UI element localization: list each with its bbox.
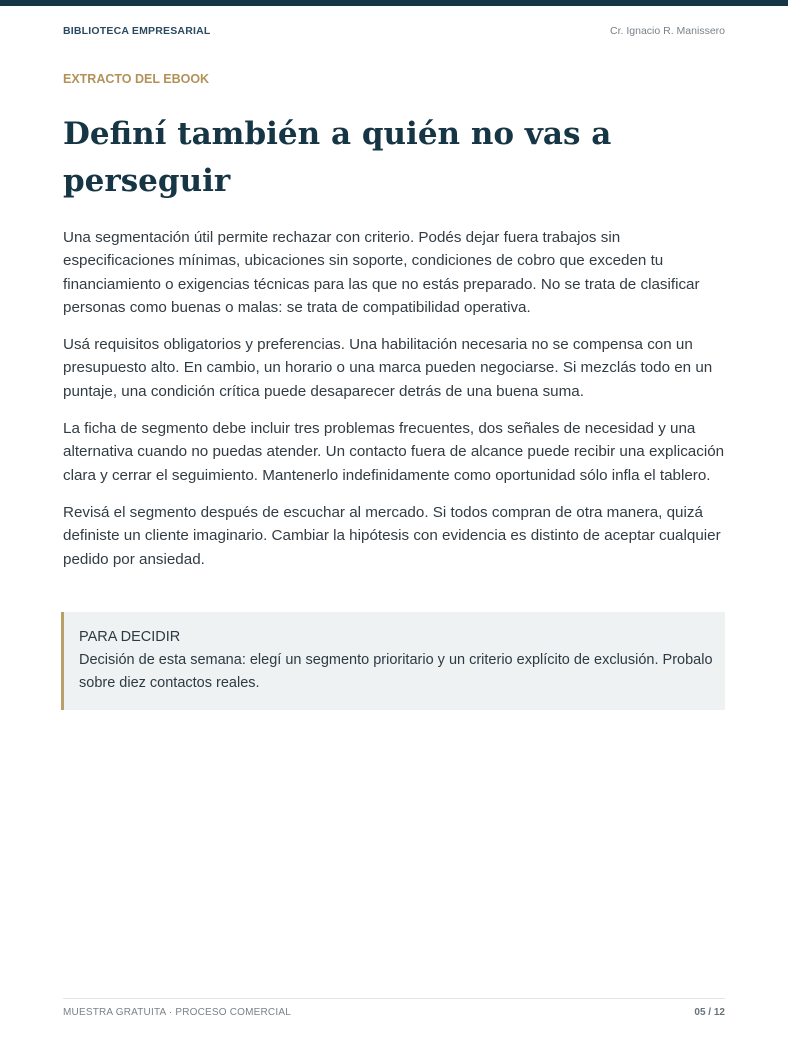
- section-kicker: EXTRACTO DEL EBOOK: [63, 72, 210, 86]
- page-title: Definí también a quién no vas a perseguir: [63, 116, 612, 199]
- callout-label: PARA DECIDIR: [79, 629, 181, 645]
- page-number: 05 / 12: [694, 1007, 725, 1018]
- paragraph: Usá requisitos obligatorios y preferencias. Una habilitación necesaria no se compensa con un presupuesto alto. En cambio, un horario o una marca pueden negociarse. Si mezclás todo en un puntaje, una condición crítica puede desaparecer detrás de una buena suma.: [63, 336, 713, 400]
- article-body: [63, 226, 728, 585]
- publication-brand: BIBLIOTECA EMPRESARIAL: [63, 25, 211, 37]
- top-accent-bar: [0, 0, 788, 6]
- decision-callout: [61, 612, 725, 710]
- footer-caption: MUESTRA GRATUITA · PROCESO COMERCIAL: [63, 1007, 291, 1018]
- footer-divider: [63, 998, 725, 999]
- callout-text: Decisión de esta semana: elegí un segmento prioritario y un criterio explícito de exclusión. Probalo sobre diez contactos reales.: [79, 652, 713, 691]
- paragraph: La ficha de segmento debe incluir tres problemas frecuentes, dos señales de necesidad y una alternativa cuando no puedas atender. Un contacto fuera de alcance puede recibir una explicación clara y cerrar el seguimiento. Mantenerlo indefinidamente como oportunidad sólo infla el tablero.: [63, 420, 725, 484]
- author-name: Cr. Ignacio R. Manissero: [610, 25, 725, 37]
- paragraph: Revisá el segmento después de escuchar al mercado. Si todos compran de otra manera, quizá definiste un cliente imaginario. Cambiar la hipótesis con evidencia es distinto de aceptar cualquier pedido por ansiedad.: [63, 503, 721, 568]
- paragraph: Una segmentación útil permite rechazar con criterio. Podés dejar fuera trabajos sin especificaciones mínimas, ubicaciones sin soporte, condiciones de cobro que exceden tu financiamiento o exigencias técnicas para las que no estás preparado. No se trata de clasificar personas como buenas o malas: se trata de compatibilidad operativa.: [63, 229, 700, 316]
